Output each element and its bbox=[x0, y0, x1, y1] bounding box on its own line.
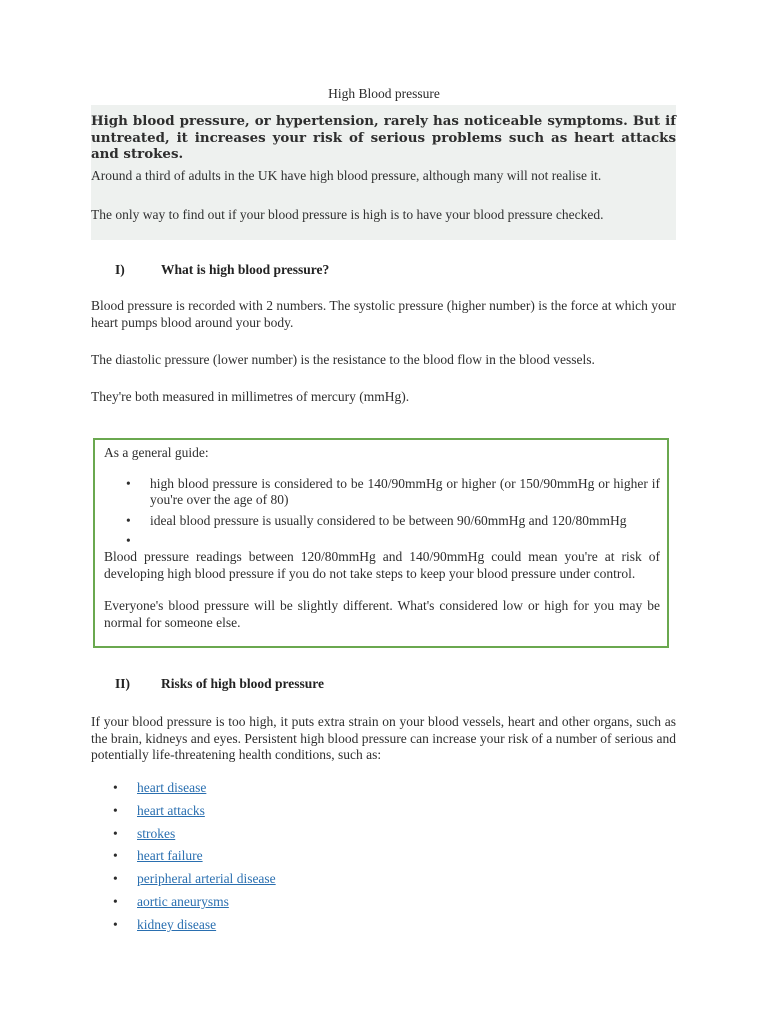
list-item bbox=[113, 826, 276, 849]
section-heading-risks bbox=[115, 676, 324, 692]
bullet-icon: • bbox=[113, 802, 118, 818]
guide-list-item bbox=[104, 476, 660, 509]
risk-conditions-list bbox=[113, 780, 276, 940]
section-heading-text: What is high blood pressure? bbox=[161, 262, 330, 277]
link-peripheral-arterial-disease[interactable]: peripheral arterial disease bbox=[137, 871, 276, 887]
document-title: High Blood pressure bbox=[328, 86, 440, 101]
list-item bbox=[113, 871, 276, 894]
bullet-icon: • bbox=[113, 916, 118, 932]
list-item bbox=[113, 917, 276, 940]
section-heading-what-is bbox=[115, 262, 329, 278]
list-item bbox=[113, 848, 276, 871]
list-item bbox=[113, 894, 276, 917]
bullet-icon: • bbox=[126, 533, 131, 548]
list-item bbox=[113, 803, 276, 826]
bullet-icon: • bbox=[126, 475, 131, 491]
list-item bbox=[113, 780, 276, 803]
guide-list-item-empty bbox=[104, 533, 660, 548]
bullet-icon: • bbox=[113, 893, 118, 909]
link-heart-failure[interactable]: heart failure bbox=[137, 848, 203, 864]
guide-list-item bbox=[104, 513, 660, 530]
section-heading-text: Risks of high blood pressure bbox=[161, 676, 325, 691]
section-number: I) bbox=[115, 262, 125, 277]
bullet-icon: • bbox=[113, 871, 118, 887]
intro-summary: High blood pressure, or hypertension, rarely has noticeable symptoms. But if untreated, it increases your risk of serious problems such as heart attacks and strokes. bbox=[91, 113, 676, 162]
link-aortic-aneurysms[interactable]: aortic aneurysms bbox=[137, 893, 229, 909]
guide-list bbox=[104, 476, 660, 546]
bullet-icon: • bbox=[126, 512, 131, 528]
guide-intro: As a general guide: bbox=[104, 445, 209, 460]
measurement-paragraph: They're both measured in millimetres of mercury (mmHg). bbox=[91, 389, 410, 404]
risks-paragraph: If your blood pressure is too high, it puts extra strain on your blood vessels, heart and other organs, such as the brain, kidneys and eyes. Persistent high blood pressure can increase your risk of a number of serious and potentially life-threatening health conditions, such as: bbox=[91, 714, 676, 762]
intro-paragraph-2: The only way to find out if your blood pressure is high is to have your blood pressure checked. bbox=[91, 207, 604, 222]
link-kidney-disease[interactable]: kidney disease bbox=[137, 916, 217, 932]
link-heart-attacks[interactable]: heart attacks bbox=[137, 802, 205, 818]
general-guide-box bbox=[93, 438, 669, 648]
guide-risk-paragraph: Blood pressure readings between 120/80mmHg and 140/90mmHg could mean you're at risk of developing high blood pressure if you do not take steps to keep your blood pressure under control. bbox=[104, 549, 660, 581]
guide-item-text: high blood pressure is considered to be 140/90mmHg or higher (or 150/90mmHg or higher if you're over the age of 80) bbox=[150, 475, 660, 507]
guide-item-text: ideal blood pressure is usually considered to be between 90/60mmHg and 120/80mmHg bbox=[150, 512, 627, 528]
diastolic-paragraph: The diastolic pressure (lower number) is the resistance to the blood flow in the blood vessels. bbox=[91, 352, 595, 367]
bullet-icon: • bbox=[113, 780, 118, 795]
section-number: II) bbox=[115, 676, 131, 691]
guide-variation-paragraph: Everyone's blood pressure will be slightly different. What's considered low or high for you may be normal for someone else. bbox=[104, 598, 660, 630]
bullet-icon: • bbox=[113, 825, 118, 841]
link-heart-disease[interactable]: heart disease bbox=[137, 780, 207, 795]
systolic-paragraph: Blood pressure is recorded with 2 numbers. The systolic pressure (higher number) is the force at which your heart pumps blood around your body. bbox=[91, 298, 676, 330]
link-strokes[interactable]: strokes bbox=[137, 825, 176, 841]
intro-paragraph-1: Around a third of adults in the UK have high blood pressure, although many will not realise it. bbox=[91, 168, 602, 183]
bullet-icon: • bbox=[113, 848, 118, 864]
